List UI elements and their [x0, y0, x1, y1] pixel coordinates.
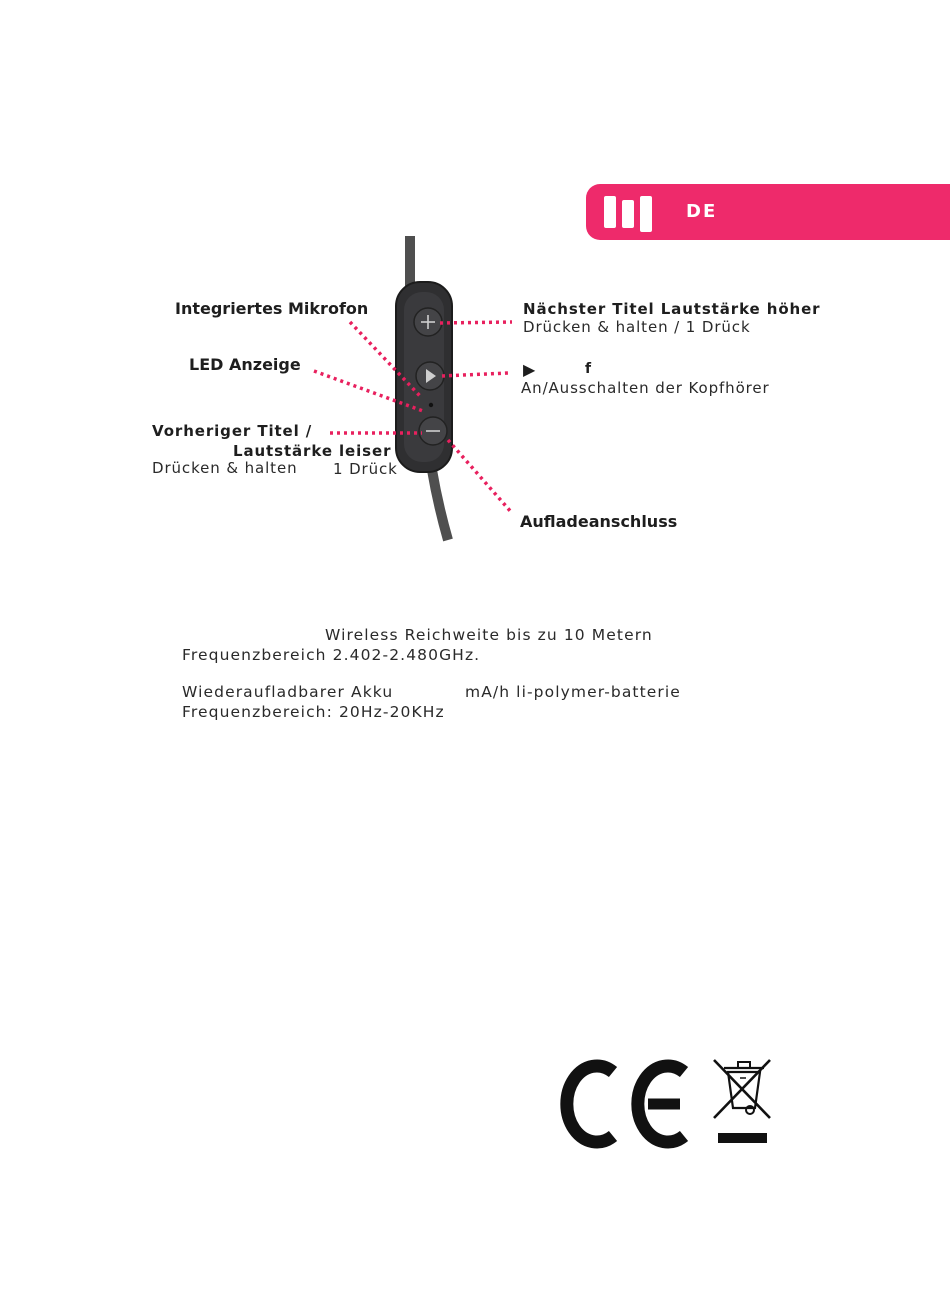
label-prev-title: Vorheriger Titel / — [152, 422, 313, 440]
play-symbol: ▶ — [523, 360, 536, 379]
spec-battery-a: Wiederaufladbarer Akku — [182, 683, 394, 701]
label-play-desc: An/Ausschalten der Kopfhörer — [521, 379, 770, 397]
label-next-title: Nächster Titel Lautstärke höher — [523, 300, 821, 318]
label-prev-press-hold: Drücken & halten — [152, 459, 298, 477]
play-f-label: f — [585, 361, 592, 377]
callout-charging — [448, 440, 512, 513]
spec-wireless-range: Wireless Reichweite bis zu 10 Metern — [325, 626, 653, 644]
spec-frequency-response: Frequenzbereich: 20Hz-20KHz — [182, 703, 445, 721]
ce-mark-icon — [567, 1066, 684, 1142]
minus-button-icon — [419, 417, 447, 445]
label-microphone: Integriertes Mikrofon — [175, 299, 369, 318]
label-charging-port: Aufladeanschluss — [520, 512, 678, 531]
label-volume-down: Lautstärke leiser — [233, 442, 392, 460]
language-label: DE — [686, 201, 718, 222]
label-led: LED Anzeige — [189, 355, 301, 374]
spec-battery-b: mA/h li-polymer-batterie — [465, 683, 681, 701]
spec-frequency-band: Frequenzbereich 2.402-2.480GHz. — [182, 646, 481, 664]
plus-button-icon — [414, 308, 442, 336]
play-button-icon — [416, 362, 444, 390]
weee-bin-icon — [714, 1060, 770, 1143]
label-next-desc: Drücken & halten / 1 Drück — [523, 318, 751, 336]
label-prev-press-once: 1 Drück — [333, 460, 398, 478]
led-dot — [429, 403, 433, 407]
